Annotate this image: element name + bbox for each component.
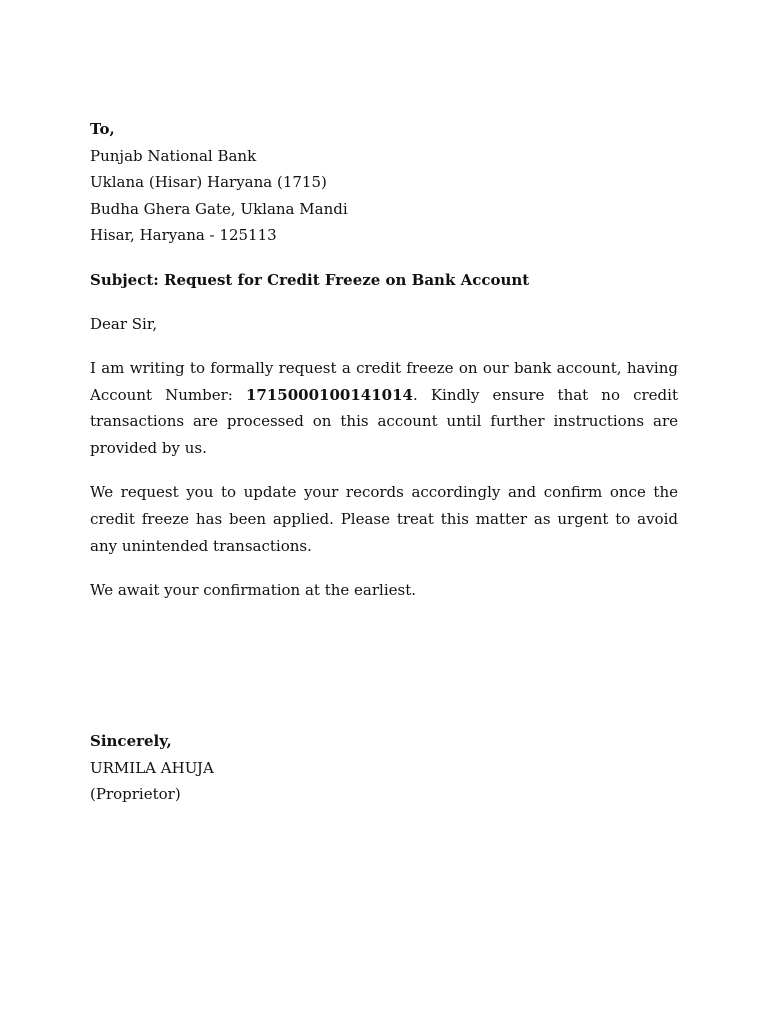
paragraph-1 xyxy=(90,355,678,461)
recipient-address xyxy=(90,116,678,249)
paragraph-2: We request you to update your records accordingly and confirm once the credit freeze has been applied. Please treat this matter as urgent to avoid any unintended transactions. xyxy=(90,483,678,555)
subject-line: Subject: Request for Credit Freeze on Bank Account xyxy=(90,270,530,289)
signer-name: URMILA AHUJA xyxy=(90,758,214,777)
sign-off: Sincerely, xyxy=(90,732,172,750)
bank-street: Budha Ghera Gate, Uklana Mandi xyxy=(90,199,348,218)
to-label: To, xyxy=(90,120,115,138)
letter-body xyxy=(90,116,678,604)
signature-block xyxy=(90,728,678,808)
paragraph-1-start: I am writing to formally request a credit freeze on our bank account, having Account Number: xyxy=(90,358,678,404)
signer-title: (Proprietor) xyxy=(90,785,181,804)
bank-name: Punjab National Bank xyxy=(90,146,257,165)
account-number: 1715000100141014 xyxy=(245,385,413,404)
salutation: Dear Sir, xyxy=(90,314,158,333)
paragraph-3: We await your confirmation at the earliest. xyxy=(90,581,417,600)
paragraph-1-end: . Kindly ensure that no credit transactions are processed on this account until further instructions are provided by us. xyxy=(90,385,678,457)
bank-city: Hisar, Haryana - 125113 xyxy=(90,226,277,245)
bank-branch: Uklana (Hisar) Haryana (1715) xyxy=(90,173,327,192)
